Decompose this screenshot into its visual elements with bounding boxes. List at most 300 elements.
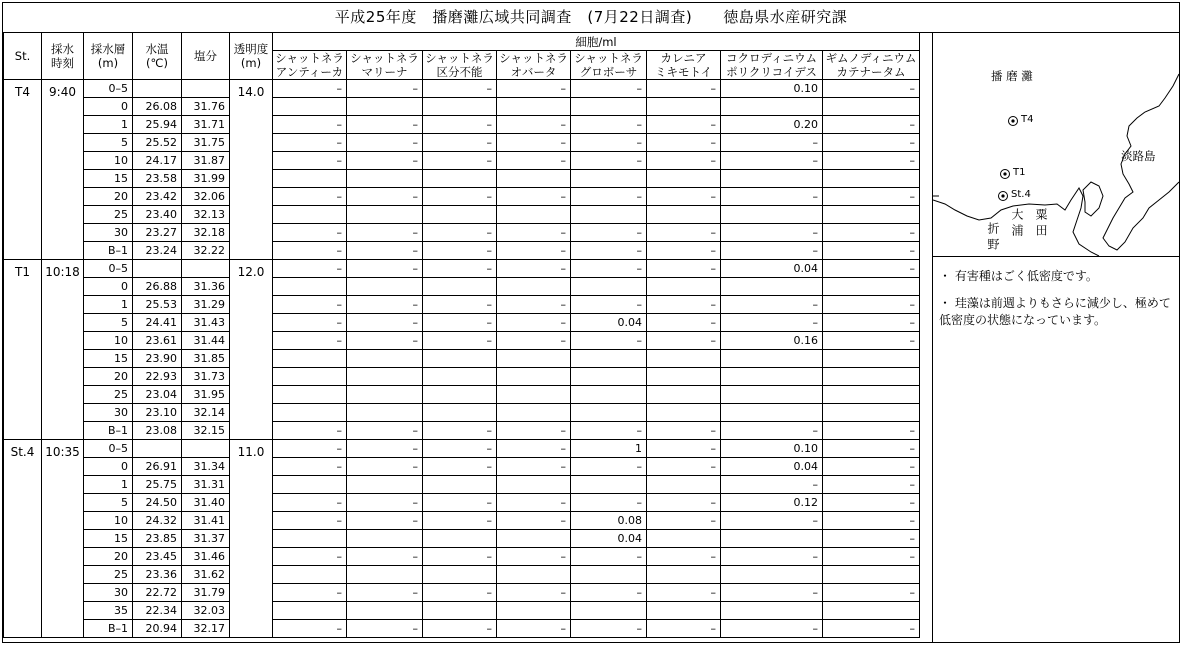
cell-count — [273, 530, 347, 548]
cell-count: – — [423, 440, 497, 458]
cell-count: – — [571, 188, 647, 206]
depth-cell: 0–5 — [84, 440, 133, 458]
table-row — [4, 350, 920, 368]
cell-count: – — [423, 296, 497, 314]
salinity-cell: 31.46 — [182, 548, 230, 566]
cell-count: – — [423, 242, 497, 260]
transparency-cell: 12.0 — [230, 260, 273, 440]
depth-cell: B–1 — [84, 422, 133, 440]
temp-cell: 25.94 — [133, 116, 182, 134]
depth-cell: 25 — [84, 566, 133, 584]
cell-count: – — [571, 80, 647, 98]
cell-count — [647, 566, 721, 584]
cell-count: – — [571, 422, 647, 440]
depth-cell: 15 — [84, 170, 133, 188]
temp-cell: 26.88 — [133, 278, 182, 296]
table-row — [4, 224, 920, 242]
depth-cell: 35 — [84, 602, 133, 620]
cell-count — [423, 278, 497, 296]
cell-count — [497, 368, 571, 386]
temp-cell: 23.61 — [133, 332, 182, 350]
cell-count — [347, 278, 423, 296]
cell-count: – — [647, 260, 721, 278]
cell-count: – — [647, 224, 721, 242]
cell-count — [647, 98, 721, 116]
cell-count: – — [347, 314, 423, 332]
table-row — [4, 404, 920, 422]
cell-count: – — [721, 584, 823, 602]
cell-count — [347, 404, 423, 422]
temp-cell: 23.45 — [133, 548, 182, 566]
salinity-cell: 31.95 — [182, 386, 230, 404]
cell-count — [571, 602, 647, 620]
cell-count — [571, 566, 647, 584]
table-row — [4, 80, 920, 98]
cell-count — [571, 404, 647, 422]
cell-count: – — [497, 224, 571, 242]
map-label-st4: St.4 — [1011, 189, 1031, 200]
table-row — [4, 98, 920, 116]
temp-cell — [133, 440, 182, 458]
cell-count: – — [423, 152, 497, 170]
salinity-cell: 31.31 — [182, 476, 230, 494]
cell-count — [423, 404, 497, 422]
cell-count: – — [347, 440, 423, 458]
page-title: 平成25年度 播磨灘広域共同調査 (7月22日調査) 徳島県水産研究課 — [3, 3, 1179, 33]
table-row — [4, 314, 920, 332]
cell-count: 0.04 — [571, 530, 647, 548]
cell-count: – — [347, 494, 423, 512]
depth-cell: 0 — [84, 98, 133, 116]
salinity-cell — [182, 80, 230, 98]
cell-count: – — [823, 188, 920, 206]
cell-count: – — [721, 548, 823, 566]
cell-count: – — [423, 458, 497, 476]
cell-count: – — [721, 314, 823, 332]
temp-cell: 22.34 — [133, 602, 182, 620]
cell-count: – — [497, 152, 571, 170]
cell-count — [647, 602, 721, 620]
cell-count: – — [347, 224, 423, 242]
time-cell: 10:35 — [42, 440, 84, 638]
cell-count — [647, 278, 721, 296]
table-row — [4, 296, 920, 314]
cell-count: – — [273, 458, 347, 476]
cell-count: – — [497, 296, 571, 314]
table-row — [4, 584, 920, 602]
temp-cell: 25.52 — [133, 134, 182, 152]
salinity-cell — [182, 260, 230, 278]
cell-count — [571, 98, 647, 116]
map-label-oura: 大 浦 — [1010, 208, 1024, 236]
salinity-cell: 31.73 — [182, 368, 230, 386]
header-species: シャットネラ オバータ — [497, 51, 571, 80]
cell-count — [497, 602, 571, 620]
cell-count: – — [721, 620, 823, 638]
coastline-naruto — [1083, 182, 1103, 216]
cell-count — [823, 206, 920, 224]
table-row — [4, 170, 920, 188]
note-item: ・ 珪藻は前週よりもさらに減少し、極めて低密度の状態になっています。 — [939, 296, 1171, 327]
temp-cell: 23.27 — [133, 224, 182, 242]
depth-cell: 0–5 — [84, 80, 133, 98]
cell-count — [423, 476, 497, 494]
cell-count: – — [823, 530, 920, 548]
salinity-cell: 31.76 — [182, 98, 230, 116]
header-cells-unit: 細胞/ml — [273, 33, 920, 51]
table-row — [4, 566, 920, 584]
station-marker-st4 — [999, 192, 1008, 201]
cell-count — [823, 386, 920, 404]
cell-count — [273, 404, 347, 422]
cell-count — [721, 566, 823, 584]
map-label-kuruda: 粟 田 — [1034, 208, 1048, 236]
depth-cell: 1 — [84, 116, 133, 134]
salinity-cell: 31.62 — [182, 566, 230, 584]
cell-count — [347, 98, 423, 116]
cell-count: 0.12 — [721, 494, 823, 512]
cell-count — [347, 476, 423, 494]
cell-count: 0.20 — [721, 116, 823, 134]
table-row — [4, 368, 920, 386]
depth-cell: 10 — [84, 512, 133, 530]
depth-cell: 1 — [84, 476, 133, 494]
salinity-cell: 32.18 — [182, 224, 230, 242]
cell-count — [273, 386, 347, 404]
cell-count: – — [823, 458, 920, 476]
time-cell: 10:18 — [42, 260, 84, 440]
cell-count: – — [571, 152, 647, 170]
cell-count: – — [423, 116, 497, 134]
cell-count: – — [721, 296, 823, 314]
cell-count: – — [273, 134, 347, 152]
cell-count — [823, 350, 920, 368]
transparency-cell: 11.0 — [230, 440, 273, 638]
salinity-cell: 31.75 — [182, 134, 230, 152]
cell-count: – — [647, 296, 721, 314]
cell-count: – — [647, 548, 721, 566]
table-row — [4, 116, 920, 134]
cell-count — [347, 386, 423, 404]
cell-count — [497, 404, 571, 422]
cell-count: – — [497, 620, 571, 638]
cell-count: – — [823, 224, 920, 242]
cell-count: – — [497, 458, 571, 476]
notes — [939, 268, 1175, 339]
cell-count — [647, 386, 721, 404]
cell-count: – — [823, 620, 920, 638]
cell-count: – — [273, 152, 347, 170]
cell-count — [423, 386, 497, 404]
salinity-cell: 31.40 — [182, 494, 230, 512]
temp-cell: 23.04 — [133, 386, 182, 404]
cell-count — [423, 602, 497, 620]
cell-count: – — [497, 242, 571, 260]
cell-count: – — [347, 152, 423, 170]
cell-count — [273, 98, 347, 116]
temp-cell: 26.08 — [133, 98, 182, 116]
cell-count: – — [823, 332, 920, 350]
station-marker-t4 — [1009, 117, 1018, 126]
depth-cell: 20 — [84, 548, 133, 566]
salinity-cell: 32.17 — [182, 620, 230, 638]
temp-cell — [133, 80, 182, 98]
cell-count — [721, 350, 823, 368]
cell-count: – — [721, 152, 823, 170]
cell-count: – — [273, 242, 347, 260]
cell-count — [721, 368, 823, 386]
cell-count — [647, 206, 721, 224]
cell-count: – — [823, 80, 920, 98]
cell-count: – — [497, 260, 571, 278]
cell-count: – — [823, 242, 920, 260]
cell-count: – — [823, 116, 920, 134]
cell-count — [273, 206, 347, 224]
cell-count — [721, 170, 823, 188]
salinity-cell — [182, 440, 230, 458]
cell-count: – — [347, 242, 423, 260]
cell-count: – — [721, 242, 823, 260]
table-row — [4, 206, 920, 224]
cell-count: – — [571, 134, 647, 152]
table-row — [4, 440, 920, 458]
salinity-cell: 31.36 — [182, 278, 230, 296]
temp-cell: 24.41 — [133, 314, 182, 332]
header-species: シャットネラ アンティーカ — [273, 51, 347, 80]
depth-cell: B–1 — [84, 242, 133, 260]
cell-count — [647, 368, 721, 386]
cell-count: – — [647, 620, 721, 638]
cell-count — [571, 170, 647, 188]
salinity-cell: 31.87 — [182, 152, 230, 170]
cell-count — [571, 350, 647, 368]
cell-count: – — [273, 314, 347, 332]
cell-count: – — [497, 512, 571, 530]
salinity-cell: 32.03 — [182, 602, 230, 620]
cell-count — [647, 530, 721, 548]
cell-count — [497, 170, 571, 188]
salinity-cell: 32.22 — [182, 242, 230, 260]
depth-cell: 30 — [84, 404, 133, 422]
cell-count: – — [423, 188, 497, 206]
table-row — [4, 602, 920, 620]
cell-count: 0.04 — [571, 314, 647, 332]
cell-count: – — [823, 440, 920, 458]
cell-count: – — [647, 134, 721, 152]
header-species: シャットネラ マリーナ — [347, 51, 423, 80]
depth-cell: 0 — [84, 278, 133, 296]
cell-count — [497, 476, 571, 494]
table-row — [4, 152, 920, 170]
cell-count: – — [823, 584, 920, 602]
depth-cell: 15 — [84, 530, 133, 548]
table-row — [4, 620, 920, 638]
salinity-cell: 31.85 — [182, 350, 230, 368]
cell-count: – — [647, 332, 721, 350]
cell-count: – — [571, 584, 647, 602]
temp-cell: 23.08 — [133, 422, 182, 440]
cell-count — [571, 476, 647, 494]
cell-count: – — [423, 224, 497, 242]
cell-count: – — [347, 458, 423, 476]
cell-count: – — [497, 80, 571, 98]
depth-cell: 25 — [84, 386, 133, 404]
salinity-cell: 32.13 — [182, 206, 230, 224]
salinity-cell: 31.43 — [182, 314, 230, 332]
temp-cell: 25.75 — [133, 476, 182, 494]
header-species: シャットネラ 区分不能 — [423, 51, 497, 80]
header-salinity: 塩分 — [182, 33, 230, 80]
depth-cell: 30 — [84, 584, 133, 602]
map-label-t1: T1 — [1013, 167, 1026, 178]
temp-cell: 24.32 — [133, 512, 182, 530]
cell-count: – — [273, 296, 347, 314]
header-station: St. — [4, 33, 42, 80]
depth-cell: 1 — [84, 296, 133, 314]
depth-cell: 5 — [84, 314, 133, 332]
cell-count: – — [647, 458, 721, 476]
depth-cell: 5 — [84, 134, 133, 152]
station-cell: St.4 — [4, 440, 42, 638]
cell-count: – — [423, 80, 497, 98]
cell-count: – — [347, 134, 423, 152]
cell-count: – — [647, 80, 721, 98]
cell-count — [347, 206, 423, 224]
cell-count — [423, 530, 497, 548]
table-row — [4, 386, 920, 404]
cell-count: – — [347, 260, 423, 278]
header-temp: 水温 (℃) — [133, 33, 182, 80]
cell-count: – — [423, 314, 497, 332]
cell-count: – — [273, 494, 347, 512]
cell-count: – — [423, 584, 497, 602]
depth-cell: 20 — [84, 368, 133, 386]
cell-count — [347, 566, 423, 584]
cell-count: – — [497, 116, 571, 134]
cell-count: – — [273, 548, 347, 566]
cell-count: – — [497, 134, 571, 152]
temp-cell: 24.50 — [133, 494, 182, 512]
cell-count: – — [347, 548, 423, 566]
cell-count: – — [423, 620, 497, 638]
cell-count — [823, 278, 920, 296]
header-species: ギムノディニウム カテナータム — [823, 51, 920, 80]
cell-count: – — [823, 494, 920, 512]
cell-count — [497, 386, 571, 404]
cell-count: 0.04 — [721, 260, 823, 278]
cell-count — [647, 476, 721, 494]
cell-count: – — [497, 314, 571, 332]
cell-count — [823, 170, 920, 188]
table-row — [4, 422, 920, 440]
cell-count: 0.08 — [571, 512, 647, 530]
temp-cell: 24.17 — [133, 152, 182, 170]
cell-count: – — [647, 512, 721, 530]
cell-count: – — [423, 422, 497, 440]
depth-cell: 0 — [84, 458, 133, 476]
cell-count: – — [823, 512, 920, 530]
cell-count: – — [347, 332, 423, 350]
cell-count: 0.04 — [721, 458, 823, 476]
cell-count: – — [647, 494, 721, 512]
cell-count — [347, 602, 423, 620]
header-time: 採水 時刻 — [42, 33, 84, 80]
cell-count: – — [497, 422, 571, 440]
cell-count — [721, 98, 823, 116]
cell-count — [823, 404, 920, 422]
cell-count — [273, 566, 347, 584]
header-depth: 採水層 (m) — [84, 33, 133, 80]
salinity-cell: 32.14 — [182, 404, 230, 422]
cell-count: – — [347, 80, 423, 98]
cell-count: – — [571, 260, 647, 278]
cell-count — [823, 368, 920, 386]
table-row — [4, 530, 920, 548]
cell-count — [571, 386, 647, 404]
depth-cell: 5 — [84, 494, 133, 512]
table-row — [4, 134, 920, 152]
cell-count — [273, 350, 347, 368]
cell-count: – — [647, 242, 721, 260]
temp-cell: 23.40 — [133, 206, 182, 224]
cell-count: – — [647, 116, 721, 134]
cell-count: – — [647, 314, 721, 332]
cell-count — [497, 278, 571, 296]
cell-count: – — [823, 152, 920, 170]
cell-count — [423, 206, 497, 224]
table-row — [4, 242, 920, 260]
cell-count: – — [347, 584, 423, 602]
cell-count — [571, 278, 647, 296]
cell-count: – — [823, 422, 920, 440]
cell-count: – — [273, 620, 347, 638]
cell-count: – — [347, 296, 423, 314]
cell-count — [497, 98, 571, 116]
cell-count: – — [647, 152, 721, 170]
cell-count — [823, 98, 920, 116]
cell-count: – — [497, 584, 571, 602]
salinity-cell: 31.41 — [182, 512, 230, 530]
table-row — [4, 548, 920, 566]
header-transparency: 透明度 (m) — [230, 33, 273, 80]
cell-count: – — [423, 260, 497, 278]
cell-count: – — [497, 188, 571, 206]
cell-count — [721, 602, 823, 620]
cell-count — [347, 170, 423, 188]
salinity-cell: 31.37 — [182, 530, 230, 548]
cell-count: – — [273, 512, 347, 530]
cell-count: – — [497, 440, 571, 458]
transparency-cell: 14.0 — [230, 80, 273, 260]
station-cell: T1 — [4, 260, 42, 440]
temp-cell: 23.90 — [133, 350, 182, 368]
cell-count: – — [823, 314, 920, 332]
header-species: コクロディニウム ポリクリコイデス — [721, 51, 823, 80]
cell-count: – — [347, 422, 423, 440]
cell-count: – — [571, 296, 647, 314]
salinity-cell: 31.44 — [182, 332, 230, 350]
map-label-t4: T4 — [1021, 114, 1034, 125]
cell-count: – — [347, 512, 423, 530]
cell-count: – — [647, 440, 721, 458]
cell-count — [273, 278, 347, 296]
map-svg — [933, 32, 1179, 256]
side-panel — [932, 32, 1179, 642]
cell-count: – — [571, 494, 647, 512]
table-row — [4, 512, 920, 530]
depth-cell: 0–5 — [84, 260, 133, 278]
map-label-island: 淡路島 — [1121, 149, 1156, 163]
